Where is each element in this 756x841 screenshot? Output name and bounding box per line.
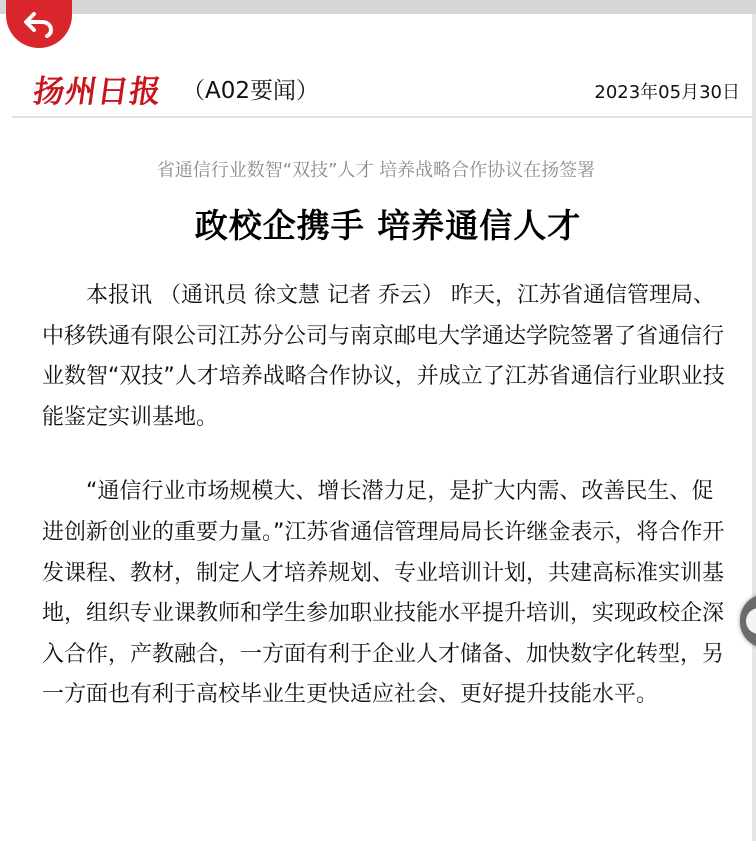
top-bar (0, 0, 756, 14)
masthead (30, 66, 320, 110)
back-arrow-icon (22, 10, 56, 38)
newspaper-logo: 扬州日报 (30, 73, 165, 110)
side-handle[interactable] (740, 594, 756, 648)
header-divider (12, 116, 752, 118)
article-paragraph: 本报讯 （通讯员 徐文慧 记者 乔云） 昨天，江苏省通信管理局、中移铁通有限公司江苏分公司与南京邮电大学通达学院签署了省通信行业数智“双技”人才培养战略合作协议，并成立了江苏省通信行业职业技能鉴定实训基地。 (42, 283, 725, 430)
article-paragraph: “通信行业市场规模大、增长潜力足，是扩大内需、改善民生、促进创新创业的重要力量。”江苏省通信管理局局长许继金表示，将合作开发课程、教材，制定人才培养规划、专业培训计划，共建高标准实训基地，组织专业课教师和学生参加职业技能水平提升培训，实现政校企深入合作，产教融合，一方面有利于企业人才储备、加快数字化转型，另一方面也有利于高校毕业生更快适应社会、更好提升技能水平。 (42, 479, 725, 708)
article-title: 政校企携手 培养通信人才 (194, 206, 582, 245)
section-label: （A02要闻） (182, 77, 320, 104)
article-body (42, 276, 732, 716)
article-subtitle: 省通信行业数智“双技”人才 培养战略合作协议在扬签署 (156, 160, 596, 181)
publish-date: 2023年05月30日 (594, 82, 740, 103)
newspaper-page (0, 14, 756, 841)
